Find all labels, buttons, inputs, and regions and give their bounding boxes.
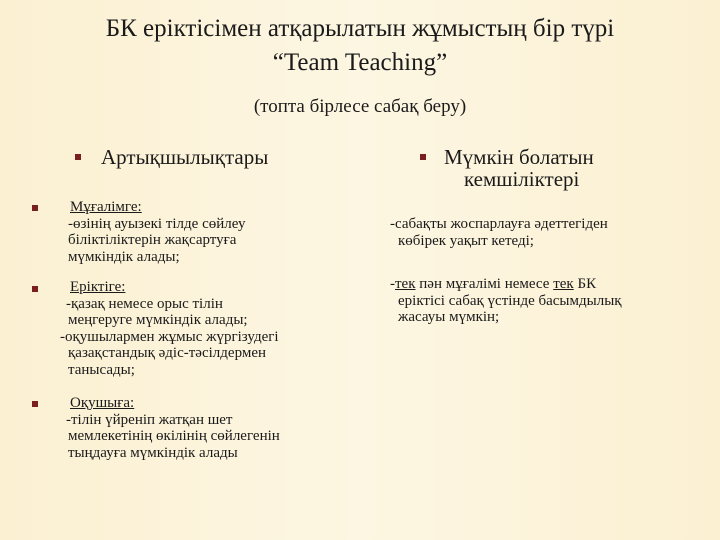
slide-subtitle: (топта бірлесе сабақ беру) <box>253 96 467 117</box>
title-line-1: БК еріктісімен атқарылатын жұмыстың бір түрі <box>105 15 615 42</box>
advantages-heading: Артықшылықтары <box>101 145 269 169</box>
advantage-student <box>66 395 280 461</box>
advantage-student-line: тыңдауға мүмкіндік алады <box>68 444 238 461</box>
advantage-student-line: мемлекетінің өкілінің сөйлегенін <box>68 428 280 444</box>
bullet-icon <box>32 401 38 407</box>
disadvantage-dominance <box>390 276 622 326</box>
advantage-teacher-line: мүмкіндік алады; <box>68 248 180 265</box>
advantage-volunteer-label: Еріктіге: <box>70 279 126 295</box>
only-word: тек <box>553 276 574 292</box>
bullet-icon <box>75 154 81 160</box>
advantage-student-label: Оқушыға: <box>70 395 135 411</box>
disadvantage-planning-line: -сабақты жоспарлауға әдеттегіден <box>390 216 608 232</box>
advantage-volunteer-line: -қазақ немесе орыс тілін <box>66 295 223 312</box>
advantage-volunteer-line: -оқушылармен жұмыс жүргізудегі <box>60 328 279 345</box>
advantage-student-line: -тілін үйреніп жатқан шет <box>66 411 233 428</box>
bullet-icon <box>420 154 426 160</box>
advantage-volunteer-line: танысады; <box>68 361 135 378</box>
bullet-icon <box>32 286 38 292</box>
advantage-teacher-label: Мұғалімге: <box>70 199 142 215</box>
advantage-volunteer-line: меңгеруге мүмкіндік алады; <box>68 312 248 328</box>
disadvantage-dominance-line-1 <box>390 276 622 293</box>
disadvantage-dominance-line-2: еріктісі сабақ үстінде басымдылық <box>398 292 622 309</box>
title-line-2: “Team Teaching” <box>272 49 448 76</box>
slide-title <box>0 12 720 80</box>
only-word: тек <box>395 276 416 292</box>
advantage-teacher <box>70 199 246 265</box>
advantage-volunteer <box>60 279 279 378</box>
disadvantage-dominance-line-3: жасауы мүмкін; <box>398 309 500 325</box>
dash-text: - <box>390 276 395 292</box>
disadvantages-heading-line-2: кемшіліктері <box>464 167 580 191</box>
advantage-teacher-line: -өзінің ауызекі тілде сөйлеу <box>68 215 246 232</box>
disadvantages-heading <box>444 146 594 190</box>
disadvantage-planning-line: көбірек уақыт кетеді; <box>398 232 534 249</box>
disadvantage-planning <box>390 216 608 249</box>
end-text: БК <box>573 276 597 292</box>
bullet-icon <box>32 205 38 211</box>
middle-text: пән мұғалімі немесе <box>415 276 554 292</box>
advantage-teacher-line: біліктіліктерін жақсартуға <box>68 232 237 248</box>
disadvantages-heading-line-1: Мүмкін болатын <box>444 145 594 169</box>
advantage-volunteer-line: қазақстандық әдіс-тәсілдермен <box>68 345 267 361</box>
